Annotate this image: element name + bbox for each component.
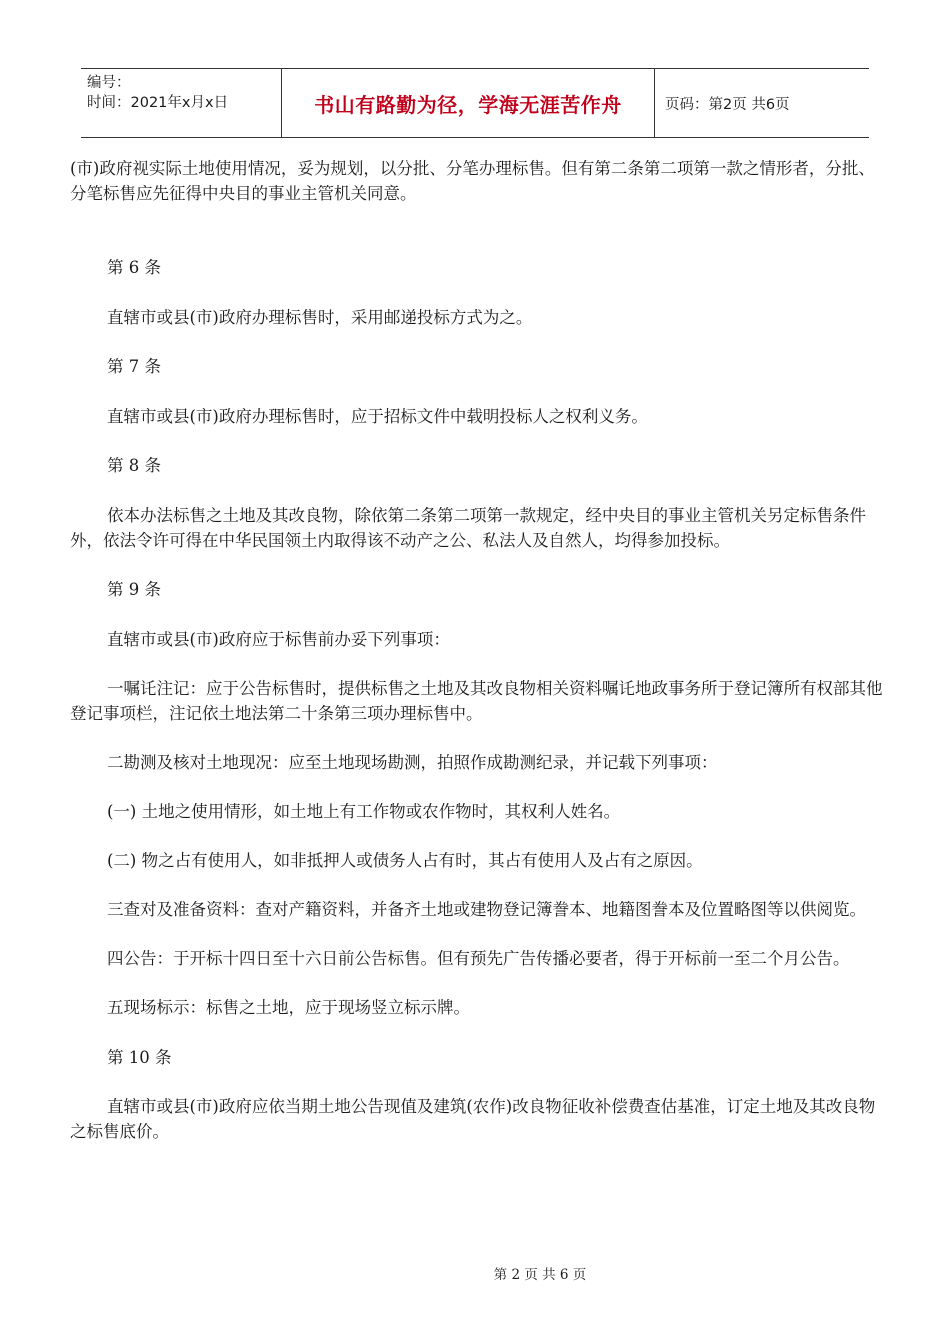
article-heading: 第 6 条 [107,258,161,277]
body-paragraph: 二勘测及核对土地现况：应至土地现场勘测，拍照作成勘测纪录，并记载下列事项： [107,753,718,772]
document-time-label: 时间：2021年x月x日 [87,95,229,111]
document-number-label: 编号： [87,75,131,91]
body-paragraph: 直辖市或县(市)政府应依当期土地公告现值及建筑(农作)改良物征收补偿费查估基准，订定土地及其改良物之标售底价。 [70,1097,876,1141]
body-paragraph: 直辖市或县(市)政府办理标售时，应于招标文件中载明投标人之权利义务。 [107,407,648,426]
article-heading: 第 9 条 [107,580,161,599]
body-paragraph: 五现场标示：标售之土地，应于现场竖立标示牌。 [107,998,470,1017]
article-heading: 第 10 条 [107,1048,172,1067]
document-body [70,156,884,1144]
body-paragraph: (市)政府视实际土地使用情况，妥为规划，以分批、分笔办理标售。但有第二条第二项第一款之情形者，分批、分笔标售应先征得中央目的事业主管机关同意。 [70,159,875,203]
body-paragraph: 直辖市或县(市)政府办理标售时，采用邮递投标方式为之。 [107,308,533,327]
body-paragraph: (二) 物之占有使用人，如非抵押人或债务人占有时，其占有使用人及占有之原因。 [107,851,703,870]
article-heading: 第 7 条 [107,357,161,376]
article-heading: 第 8 条 [107,456,161,475]
header-page-number: 页码：第2页 共6页 [665,96,790,113]
body-paragraph: (一) 土地之使用情形，如土地上有工作物或农作物时，其权利人姓名。 [107,802,621,821]
body-paragraph: 直辖市或县(市)政府应于标售前办妥下列事项： [107,630,450,649]
page-footer: 第 2 页 共 6 页 [493,1267,587,1283]
body-paragraph: 三查对及准备资料：查对产籍资料，并备齐土地或建物登记簿誊本、地籍图誊本及位置略图等以供阅览。 [107,900,866,919]
body-paragraph: 四公告：于开标十四日至十六日前公告标售。但有预先广告传播必要者，得于开标前一至二个月公告。 [107,949,850,968]
body-paragraph: 依本办法标售之土地及其改良物，除依第二条第二项第一款规定，经中央目的事业主管机关另定标售条件外，依法令许可得在中华民国领土内取得该不动产之公、私法人及自然人，均得参加投标。 [70,506,866,550]
header-motto: 书山有路勤为径，学海无涯苦作舟 [282,69,655,137]
body-paragraph: 一嘱讬注记：应于公告标售时，提供标售之土地及其改良物相关资料嘱讬地政事务所于登记簿所有权部其他登记事项栏，注记依土地法第二十条第三项办理标售中。 [70,679,883,723]
page-header [81,68,869,138]
header-meta [81,69,282,137]
